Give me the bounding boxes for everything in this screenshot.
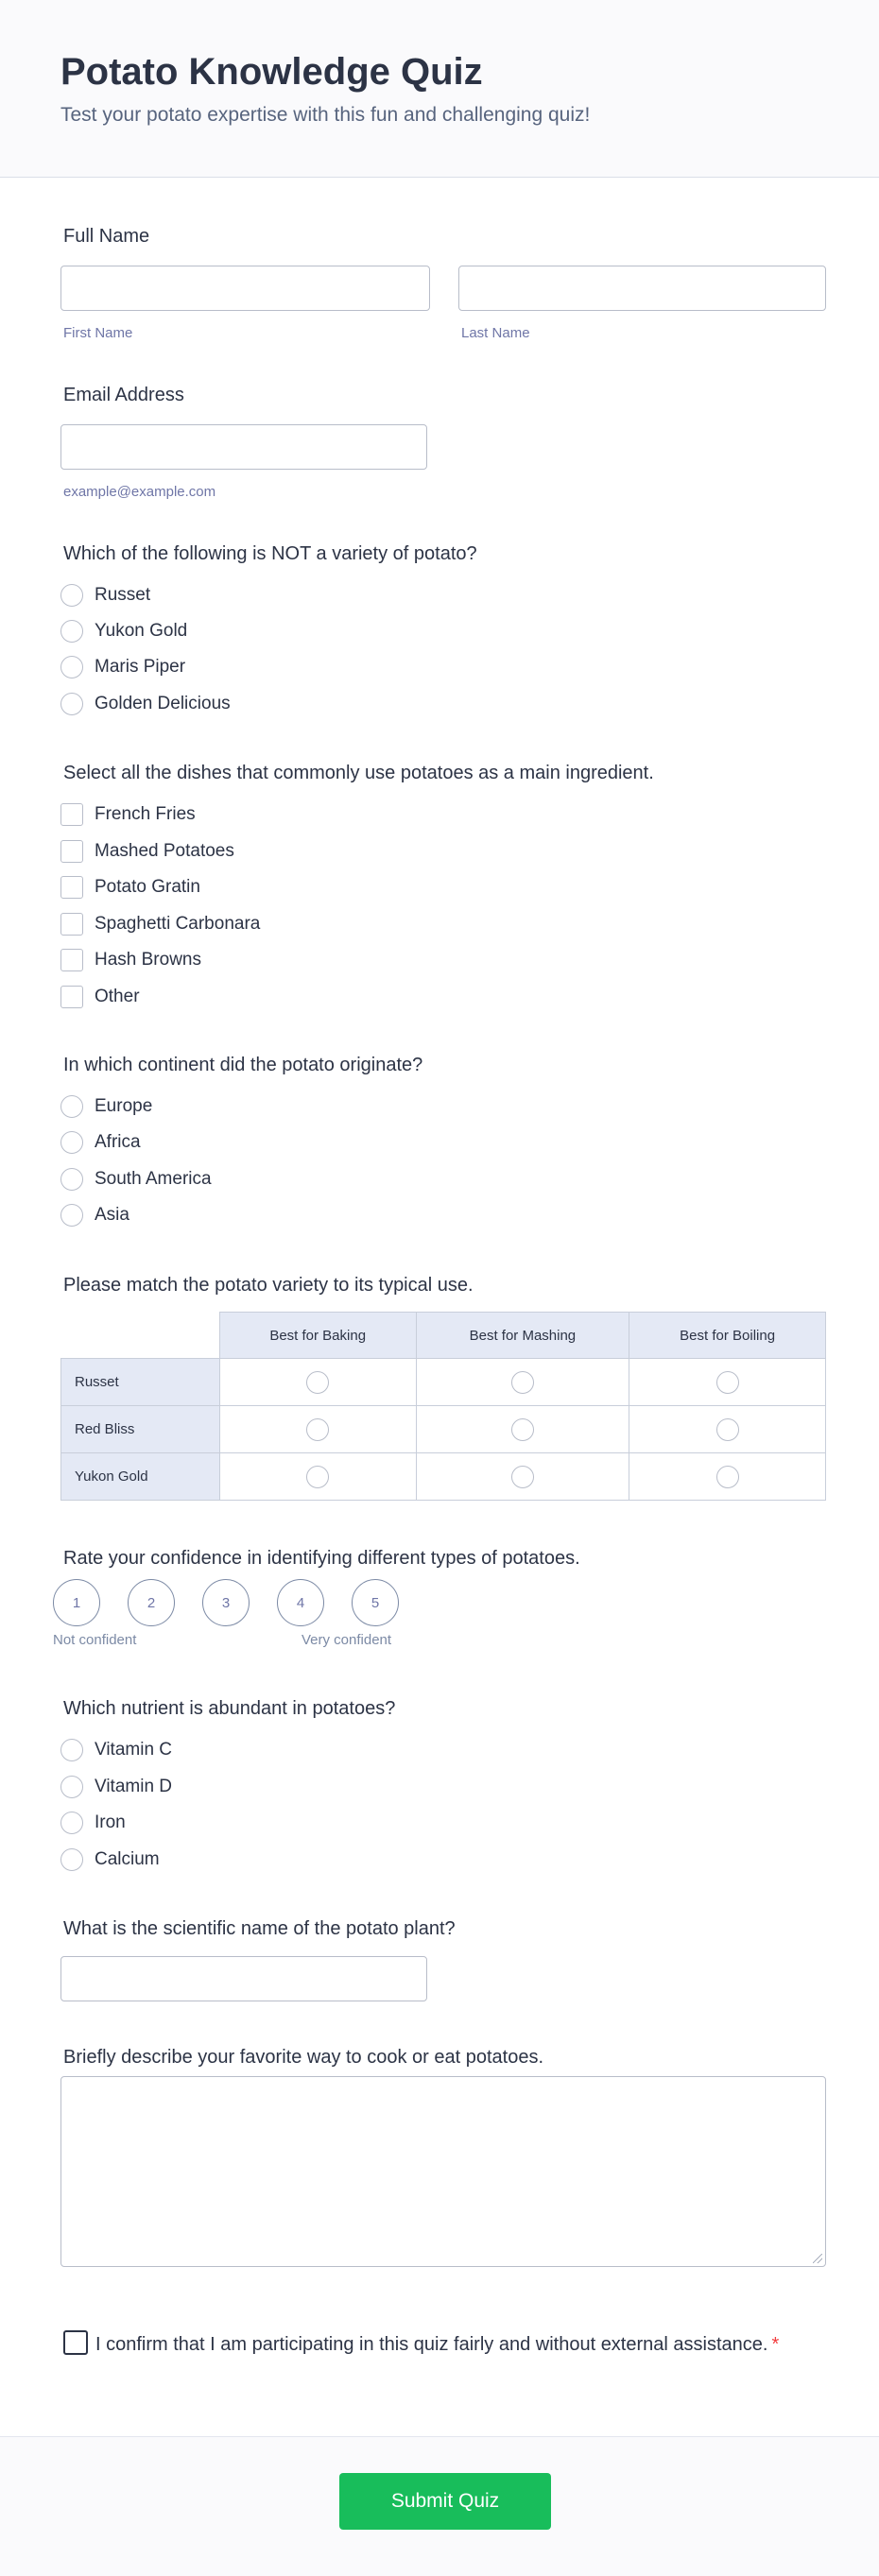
nutrient-option[interactable] — [60, 1846, 160, 1873]
nutrient-question-label: Which nutrient is abundant in potatoes? — [63, 1698, 396, 1719]
matrix-question-label: Please match the potato variety to its typical use. — [63, 1275, 474, 1296]
matrix-row — [61, 1406, 826, 1453]
form-footer — [0, 2436, 879, 2576]
first-name-input[interactable] — [60, 266, 430, 311]
submit-button[interactable]: Submit Quiz — [339, 2473, 551, 2530]
rating-option-2[interactable]: 2 — [128, 1579, 175, 1626]
form-header — [0, 0, 879, 178]
form-subtitle: Test your potato expertise with this fun and challenging quiz! — [60, 104, 591, 126]
email-label: Email Address — [63, 385, 184, 405]
radio-button[interactable] — [60, 1168, 83, 1191]
nutrient-option[interactable] — [60, 1774, 172, 1800]
variety-option[interactable] — [60, 618, 187, 644]
option-label: Golden Delicious — [95, 694, 231, 713]
variety-question-label: Which of the following is NOT a variety of potato? — [63, 543, 477, 564]
matrix-row — [61, 1453, 826, 1501]
form-title: Potato Knowledge Quiz — [60, 51, 483, 93]
rating-option-5[interactable]: 5 — [352, 1579, 399, 1626]
describe-question — [60, 2046, 826, 2273]
continent-question — [60, 1054, 826, 1233]
option-label: Maris Piper — [95, 657, 186, 677]
matrix-row-header: Red Bliss — [61, 1406, 220, 1453]
variety-question — [60, 542, 826, 722]
required-marker: * — [771, 2334, 780, 2355]
radio-button[interactable] — [511, 1418, 534, 1441]
dishes-option[interactable] — [60, 801, 196, 828]
confirm-label: I confirm that I am participating in this quiz fairly and without external assistance. — [95, 2334, 768, 2355]
radio-button[interactable] — [60, 656, 83, 678]
describe-textarea[interactable] — [60, 2076, 826, 2267]
option-label: Mashed Potatoes — [95, 841, 234, 861]
matrix-header-row — [61, 1313, 826, 1359]
rating-scale — [53, 1579, 426, 1626]
radio-button[interactable] — [716, 1466, 739, 1488]
radio-button[interactable] — [716, 1371, 739, 1394]
continent-question-label: In which continent did the potato originate? — [63, 1055, 423, 1075]
checkbox[interactable] — [60, 876, 83, 899]
dishes-option[interactable] — [60, 911, 260, 937]
matrix-corner — [61, 1313, 220, 1359]
describe-question-label: Briefly describe your favorite way to cook or eat potatoes. — [63, 2047, 544, 2068]
full-name-field — [60, 225, 826, 348]
confirm-checkbox[interactable] — [63, 2330, 88, 2355]
radio-button[interactable] — [60, 1131, 83, 1154]
dishes-option[interactable] — [60, 874, 200, 901]
option-label: Russet — [95, 585, 151, 605]
continent-option[interactable] — [60, 1129, 141, 1156]
checkbox[interactable] — [60, 840, 83, 863]
option-label: Hash Browns — [95, 950, 201, 970]
radio-button[interactable] — [306, 1418, 329, 1441]
dishes-option[interactable] — [60, 984, 140, 1010]
dishes-option[interactable] — [60, 838, 234, 865]
matrix-column-header: Best for Mashing — [416, 1313, 629, 1359]
last-name-input[interactable] — [458, 266, 826, 311]
radio-button[interactable] — [716, 1418, 739, 1441]
scientific-name-question — [60, 1917, 826, 2002]
first-name-sublabel: First Name — [63, 325, 133, 341]
matrix-cell[interactable] — [416, 1453, 629, 1501]
matrix-row-header: Russet — [61, 1359, 220, 1406]
rating-option-4[interactable]: 4 — [277, 1579, 324, 1626]
email-sublabel: example@example.com — [63, 484, 216, 500]
radio-button[interactable] — [511, 1371, 534, 1394]
checkbox[interactable] — [60, 949, 83, 971]
variety-option[interactable] — [60, 691, 231, 717]
option-label: Other — [95, 987, 140, 1006]
option-label: Spaghetti Carbonara — [95, 914, 261, 934]
matrix-cell[interactable] — [629, 1359, 826, 1406]
radio-button[interactable] — [60, 620, 83, 643]
checkbox[interactable] — [60, 986, 83, 1008]
matrix-cell[interactable] — [629, 1406, 826, 1453]
option-label: Vitamin C — [95, 1740, 173, 1760]
radio-button[interactable] — [60, 584, 83, 607]
full-name-label: Full Name — [63, 226, 150, 247]
scientific-name-input[interactable] — [60, 1956, 427, 2001]
continent-option[interactable] — [60, 1093, 152, 1120]
radio-button[interactable] — [60, 1204, 83, 1227]
resize-grip-icon[interactable] — [813, 2254, 822, 2263]
matrix-row — [61, 1359, 826, 1406]
rating-option-3[interactable]: 3 — [202, 1579, 250, 1626]
option-label: South America — [95, 1169, 212, 1189]
confirm-text-block — [60, 2330, 826, 2358]
matrix-table — [60, 1312, 826, 1501]
rating-option-1[interactable]: 1 — [53, 1579, 100, 1626]
matrix-cell[interactable] — [219, 1453, 416, 1501]
radio-button[interactable] — [60, 1776, 83, 1798]
option-label: Vitamin D — [95, 1777, 173, 1796]
matrix-row-header: Yukon Gold — [61, 1453, 220, 1501]
dishes-question-label: Select all the dishes that commonly use potatoes as a main ingredient. — [63, 763, 654, 783]
option-label: Calcium — [95, 1849, 160, 1869]
continent-option[interactable] — [60, 1202, 129, 1228]
variety-option[interactable] — [60, 654, 185, 680]
matrix-cell[interactable] — [416, 1359, 629, 1406]
radio-button[interactable] — [60, 1812, 83, 1834]
option-label: Africa — [95, 1132, 141, 1152]
matrix-cell[interactable] — [629, 1453, 826, 1501]
matrix-question — [60, 1274, 826, 1510]
radio-button[interactable] — [60, 693, 83, 715]
email-input[interactable] — [60, 424, 427, 470]
matrix-cell[interactable] — [219, 1359, 416, 1406]
option-label: Potato Gratin — [95, 877, 200, 897]
variety-option[interactable] — [60, 582, 150, 609]
matrix-cell[interactable] — [416, 1406, 629, 1453]
radio-button[interactable] — [306, 1371, 329, 1394]
matrix-column-header: Best for Boiling — [629, 1313, 826, 1359]
nutrient-question — [60, 1697, 826, 1877]
option-label: Iron — [95, 1812, 126, 1832]
rating-question-label: Rate your confidence in identifying different types of potatoes. — [63, 1548, 580, 1569]
checkbox[interactable] — [60, 803, 83, 826]
option-label: Asia — [95, 1205, 129, 1225]
matrix-column-header: Best for Baking — [219, 1313, 416, 1359]
nutrient-option[interactable] — [60, 1737, 172, 1763]
dishes-question — [60, 762, 826, 1011]
option-label: Europe — [95, 1096, 153, 1116]
matrix-cell[interactable] — [219, 1406, 416, 1453]
continent-option[interactable] — [60, 1166, 212, 1193]
confirm-field — [60, 2330, 826, 2387]
email-field — [60, 384, 826, 507]
scientific-name-label: What is the scientific name of the potato plant? — [63, 1918, 456, 1939]
radio-button[interactable] — [511, 1466, 534, 1488]
radio-button[interactable] — [60, 1095, 83, 1118]
option-label: Yukon Gold — [95, 621, 188, 641]
checkbox[interactable] — [60, 913, 83, 936]
last-name-sublabel: Last Name — [461, 325, 530, 341]
radio-button[interactable] — [60, 1739, 83, 1761]
nutrient-option[interactable] — [60, 1810, 126, 1836]
rating-low-caption: Not confident — [53, 1632, 137, 1648]
rating-question — [53, 1547, 826, 1660]
dishes-option[interactable] — [60, 947, 201, 973]
radio-button[interactable] — [306, 1466, 329, 1488]
option-label: French Fries — [95, 804, 196, 824]
radio-button[interactable] — [60, 1848, 83, 1871]
rating-high-caption: Very confident — [302, 1632, 392, 1648]
